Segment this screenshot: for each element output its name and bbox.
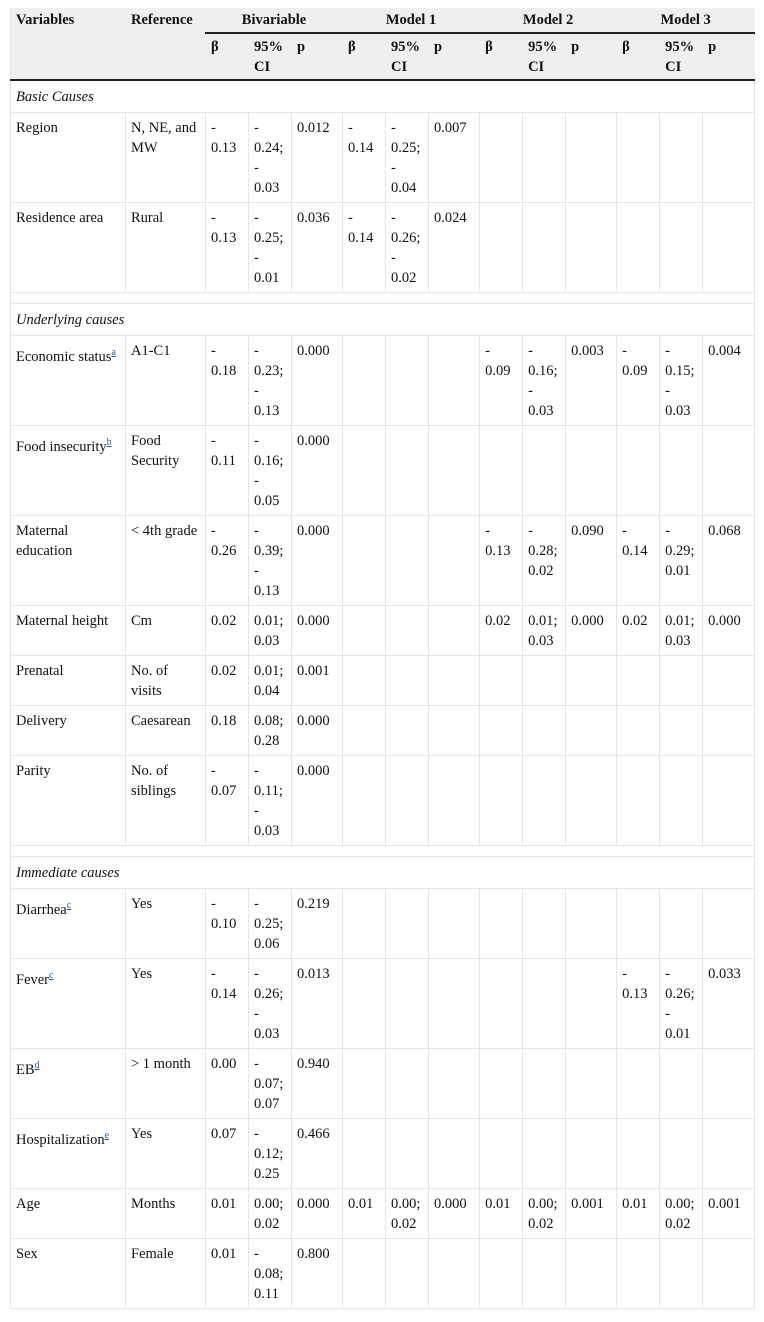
value-cell (703, 1239, 755, 1309)
reference-cell: Cm (126, 606, 206, 656)
value-cell: - 0.13 (617, 959, 660, 1049)
table-row (11, 889, 755, 959)
value-cell (386, 1049, 429, 1119)
value-cell: 0.00; 0.02 (249, 1189, 292, 1239)
value-cell: 0.004 (703, 336, 755, 426)
value-cell: 0.07 (206, 1119, 249, 1189)
value-cell (617, 656, 660, 706)
value-cell (566, 656, 617, 706)
value-cell (523, 203, 566, 293)
table-row (11, 1189, 755, 1239)
value-cell: 0.01 (617, 1189, 660, 1239)
subheader-beta-group-1: β (343, 33, 386, 80)
value-cell: 0.000 (292, 606, 343, 656)
section-row (11, 304, 755, 336)
value-cell: 0.001 (292, 656, 343, 706)
value-cell (480, 959, 523, 1049)
value-cell: 0.024 (429, 203, 480, 293)
value-cell (660, 756, 703, 846)
table-row (11, 516, 755, 606)
table-row (11, 656, 755, 706)
value-cell (523, 656, 566, 706)
value-cell (386, 516, 429, 606)
regression-table-container (10, 8, 754, 1309)
value-cell (566, 1239, 617, 1309)
header-group-model-3: Model 3 (617, 8, 755, 33)
header-variables: Variables (11, 8, 126, 80)
value-cell (660, 1119, 703, 1189)
value-cell (429, 959, 480, 1049)
value-cell (343, 606, 386, 656)
reference-cell: Yes (126, 889, 206, 959)
variable-name: EB (16, 1061, 35, 1078)
value-cell: - 0.14 (343, 113, 386, 203)
variable-cell (11, 1239, 126, 1309)
value-cell: - 0.08; 0.11 (249, 1239, 292, 1309)
variable-name: Age (16, 1196, 41, 1212)
value-cell (343, 756, 386, 846)
value-cell: 0.01 (206, 1189, 249, 1239)
value-cell: - 0.25; - 0.01 (249, 203, 292, 293)
value-cell (703, 426, 755, 516)
value-cell (343, 336, 386, 426)
value-cell (523, 756, 566, 846)
spacer-cell (11, 293, 755, 304)
value-cell (386, 1239, 429, 1309)
value-cell (480, 656, 523, 706)
value-cell: 0.02 (480, 606, 523, 656)
value-cell: - 0.14 (343, 203, 386, 293)
value-cell: 0.000 (292, 706, 343, 756)
reference-cell: A1-C1 (126, 336, 206, 426)
value-cell (343, 426, 386, 516)
value-cell (660, 1239, 703, 1309)
value-cell (429, 656, 480, 706)
table-row (11, 1119, 755, 1189)
value-cell: 0.01 (206, 1239, 249, 1309)
section-title: Basic Causes (11, 80, 755, 113)
value-cell: 0.01; 0.04 (249, 656, 292, 706)
value-cell (429, 426, 480, 516)
value-cell (660, 889, 703, 959)
subheader-ci-group-2: 95% CI (523, 33, 566, 80)
value-cell (660, 203, 703, 293)
value-cell (386, 706, 429, 756)
value-cell: 0.02 (206, 656, 249, 706)
value-cell (617, 889, 660, 959)
value-cell (480, 1239, 523, 1309)
value-cell (703, 756, 755, 846)
reference-cell: Food Security (126, 426, 206, 516)
value-cell (660, 1049, 703, 1119)
value-cell: - 0.18 (206, 336, 249, 426)
value-cell (429, 889, 480, 959)
reference-cell: No. of visits (126, 656, 206, 706)
value-cell: 0.090 (566, 516, 617, 606)
table-row (11, 959, 755, 1049)
variable-cell (11, 706, 126, 756)
value-cell (566, 889, 617, 959)
value-cell (703, 113, 755, 203)
value-cell (566, 203, 617, 293)
reference-cell: < 4th grade (126, 516, 206, 606)
variable-cell (11, 1049, 126, 1119)
value-cell: 0.000 (703, 606, 755, 656)
variable-name: Sex (16, 1246, 38, 1262)
value-cell: 0.00; 0.02 (660, 1189, 703, 1239)
value-cell (480, 1049, 523, 1119)
spacer-cell (11, 846, 755, 857)
section-spacer (11, 293, 755, 304)
value-cell (523, 1239, 566, 1309)
footnote-link[interactable]: e (104, 1130, 110, 1141)
value-cell: - 0.14 (617, 516, 660, 606)
variable-name: Region (16, 120, 58, 136)
variable-name: Maternal education (16, 523, 73, 559)
value-cell: - 0.14 (206, 959, 249, 1049)
header-group-bivariable: Bivariable (206, 8, 343, 33)
value-cell (480, 1119, 523, 1189)
value-cell (566, 959, 617, 1049)
value-cell (480, 889, 523, 959)
variable-name: Prenatal (16, 663, 64, 679)
reference-cell: N, NE, and MW (126, 113, 206, 203)
value-cell: 0.01; 0.03 (523, 606, 566, 656)
value-cell (343, 959, 386, 1049)
footnote-link[interactable]: a (111, 347, 116, 358)
subheader-ci-group-3: 95% CI (660, 33, 703, 80)
value-cell (566, 706, 617, 756)
value-cell: 0.01; 0.03 (249, 606, 292, 656)
value-cell (343, 1049, 386, 1119)
value-cell (343, 1119, 386, 1189)
subheader-ci-group-0: 95% CI (249, 33, 292, 80)
value-cell (386, 656, 429, 706)
footnote-link[interactable]: d (34, 1060, 40, 1071)
value-cell: - 0.12; 0.25 (249, 1119, 292, 1189)
value-cell (480, 426, 523, 516)
value-cell: - 0.24; - 0.03 (249, 113, 292, 203)
section-title: Immediate causes (11, 857, 755, 889)
value-cell (617, 113, 660, 203)
subheader-beta-group-0: β (206, 33, 249, 80)
value-cell: 0.033 (703, 959, 755, 1049)
variable-cell (11, 1119, 126, 1189)
value-cell: 0.007 (429, 113, 480, 203)
value-cell: - 0.13 (206, 113, 249, 203)
value-cell: - 0.10 (206, 889, 249, 959)
value-cell (703, 203, 755, 293)
value-cell (523, 706, 566, 756)
value-cell: - 0.09 (617, 336, 660, 426)
value-cell: - 0.39; - 0.13 (249, 516, 292, 606)
value-cell (386, 959, 429, 1049)
value-cell (386, 1119, 429, 1189)
value-cell (566, 1119, 617, 1189)
value-cell: 0.000 (292, 516, 343, 606)
header-reference: Reference (126, 8, 206, 80)
value-cell: 0.08; 0.28 (249, 706, 292, 756)
value-cell: - 0.25; 0.06 (249, 889, 292, 959)
value-cell (480, 113, 523, 203)
value-cell (429, 756, 480, 846)
subheader-ci-group-1: 95% CI (386, 33, 429, 80)
value-cell: 0.001 (703, 1189, 755, 1239)
value-cell: 0.02 (206, 606, 249, 656)
value-cell (343, 706, 386, 756)
value-cell: 0.466 (292, 1119, 343, 1189)
value-cell (617, 426, 660, 516)
table-row (11, 426, 755, 516)
variable-name: Food insecurity (16, 438, 107, 455)
table-row (11, 203, 755, 293)
table-row (11, 606, 755, 656)
value-cell: 0.01 (480, 1189, 523, 1239)
variable-name: Parity (16, 763, 51, 779)
value-cell (523, 113, 566, 203)
value-cell (617, 1119, 660, 1189)
variable-name: Maternal height (16, 613, 109, 629)
value-cell (566, 426, 617, 516)
value-cell: 0.036 (292, 203, 343, 293)
value-cell (566, 113, 617, 203)
value-cell (703, 1049, 755, 1119)
variable-cell (11, 516, 126, 606)
value-cell (523, 1049, 566, 1119)
value-cell (566, 756, 617, 846)
value-cell (660, 113, 703, 203)
table-row (11, 113, 755, 203)
footnote-link[interactable]: b (106, 437, 112, 448)
value-cell: - 0.26; - 0.02 (386, 203, 429, 293)
value-cell (429, 1049, 480, 1119)
value-cell (523, 889, 566, 959)
variable-cell (11, 203, 126, 293)
value-cell: 0.219 (292, 889, 343, 959)
section-title: Underlying causes (11, 304, 755, 336)
subheader-p-group-0: p (292, 33, 343, 80)
value-cell: 0.18 (206, 706, 249, 756)
variable-name: Fever (16, 971, 50, 988)
value-cell (703, 656, 755, 706)
value-cell: - 0.13 (480, 516, 523, 606)
value-cell: 0.000 (292, 1189, 343, 1239)
value-cell (480, 706, 523, 756)
value-cell: 0.02 (617, 606, 660, 656)
value-cell (429, 516, 480, 606)
value-cell: - 0.26; - 0.01 (660, 959, 703, 1049)
variable-cell (11, 959, 126, 1049)
value-cell: - 0.26 (206, 516, 249, 606)
variable-cell (11, 113, 126, 203)
value-cell: 0.00; 0.02 (523, 1189, 566, 1239)
value-cell: - 0.07 (206, 756, 249, 846)
value-cell (617, 706, 660, 756)
value-cell (429, 706, 480, 756)
value-cell (343, 1239, 386, 1309)
value-cell (386, 756, 429, 846)
value-cell: 0.001 (566, 1189, 617, 1239)
value-cell: 0.000 (429, 1189, 480, 1239)
footnote-link[interactable]: c (66, 900, 72, 911)
value-cell: - 0.23; - 0.13 (249, 336, 292, 426)
table-header (11, 8, 755, 80)
value-cell: - 0.26; - 0.03 (249, 959, 292, 1049)
value-cell (429, 606, 480, 656)
variable-cell (11, 756, 126, 846)
value-cell: - 0.11 (206, 426, 249, 516)
variable-cell (11, 1189, 126, 1239)
table-row (11, 1239, 755, 1309)
value-cell (523, 959, 566, 1049)
variable-name: Residence area (16, 210, 104, 226)
value-cell (523, 426, 566, 516)
section-row (11, 80, 755, 113)
footnote-link[interactable]: c (49, 970, 54, 981)
value-cell: 0.000 (292, 756, 343, 846)
value-cell (429, 336, 480, 426)
variable-name: Hospitalization (16, 1131, 105, 1148)
value-cell (480, 756, 523, 846)
value-cell: 0.000 (292, 426, 343, 516)
value-cell (566, 1049, 617, 1119)
value-cell (386, 426, 429, 516)
reference-cell: Caesarean (126, 706, 206, 756)
variable-cell (11, 336, 126, 426)
table-row (11, 1049, 755, 1119)
value-cell: 0.01 (343, 1189, 386, 1239)
value-cell (523, 1119, 566, 1189)
value-cell: - 0.16; - 0.03 (523, 336, 566, 426)
variable-cell (11, 889, 126, 959)
reference-cell: Rural (126, 203, 206, 293)
value-cell: 0.01; 0.03 (660, 606, 703, 656)
value-cell: 0.068 (703, 516, 755, 606)
value-cell (703, 889, 755, 959)
reference-cell: > 1 month (126, 1049, 206, 1119)
value-cell (386, 889, 429, 959)
variable-name: Diarrhea (16, 901, 67, 918)
value-cell (480, 203, 523, 293)
value-cell: - 0.16; - 0.05 (249, 426, 292, 516)
table-row (11, 756, 755, 846)
value-cell (660, 426, 703, 516)
reference-cell: Yes (126, 1119, 206, 1189)
value-cell: 0.003 (566, 336, 617, 426)
value-cell (386, 606, 429, 656)
section-spacer (11, 846, 755, 857)
value-cell: - 0.25; - 0.04 (386, 113, 429, 203)
subheader-beta-group-2: β (480, 33, 523, 80)
value-cell (703, 706, 755, 756)
header-group-model-2: Model 2 (480, 8, 617, 33)
subheader-p-group-2: p (566, 33, 617, 80)
value-cell: 0.012 (292, 113, 343, 203)
value-cell (386, 336, 429, 426)
value-cell (429, 1119, 480, 1189)
value-cell (660, 706, 703, 756)
variable-cell (11, 606, 126, 656)
reference-cell: Female (126, 1239, 206, 1309)
value-cell: - 0.09 (480, 336, 523, 426)
value-cell: - 0.29; 0.01 (660, 516, 703, 606)
value-cell (660, 656, 703, 706)
section-row (11, 857, 755, 889)
table-row (11, 336, 755, 426)
value-cell: 0.00; 0.02 (386, 1189, 429, 1239)
subheader-beta-group-3: β (617, 33, 660, 80)
value-cell (343, 889, 386, 959)
table-row (11, 706, 755, 756)
header-group-model-1: Model 1 (343, 8, 480, 33)
value-cell (617, 1239, 660, 1309)
value-cell: - 0.13 (206, 203, 249, 293)
value-cell (617, 1049, 660, 1119)
value-cell: 0.940 (292, 1049, 343, 1119)
value-cell: - 0.11; - 0.03 (249, 756, 292, 846)
variable-cell (11, 656, 126, 706)
value-cell: 0.00 (206, 1049, 249, 1119)
variable-name: Delivery (16, 713, 67, 729)
value-cell: 0.013 (292, 959, 343, 1049)
value-cell: 0.000 (292, 336, 343, 426)
value-cell (429, 1239, 480, 1309)
value-cell (617, 756, 660, 846)
subheader-p-group-1: p (429, 33, 480, 80)
table-body (11, 80, 755, 1309)
subheader-p-group-3: p (703, 33, 755, 80)
value-cell: - 0.28; 0.02 (523, 516, 566, 606)
reference-cell: Months (126, 1189, 206, 1239)
value-cell: 0.000 (566, 606, 617, 656)
value-cell (343, 516, 386, 606)
reference-cell: Yes (126, 959, 206, 1049)
value-cell (617, 203, 660, 293)
regression-table (10, 8, 755, 1309)
reference-cell: No. of siblings (126, 756, 206, 846)
variable-cell (11, 426, 126, 516)
value-cell: - 0.15; - 0.03 (660, 336, 703, 426)
value-cell (703, 1119, 755, 1189)
value-cell: - 0.07; 0.07 (249, 1049, 292, 1119)
value-cell: 0.800 (292, 1239, 343, 1309)
variable-name: Economic status (16, 348, 112, 365)
value-cell (343, 656, 386, 706)
